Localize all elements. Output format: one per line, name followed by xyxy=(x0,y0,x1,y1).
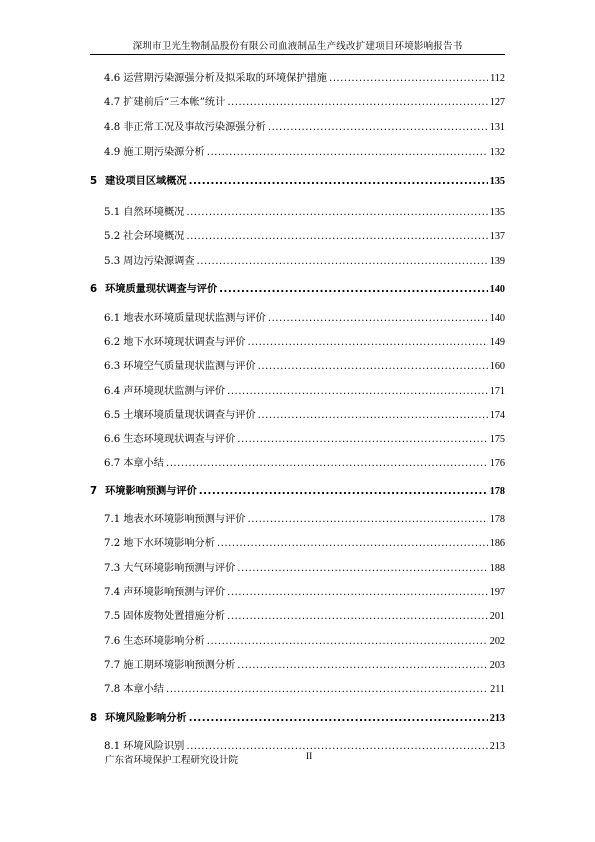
toc-entry-page: 140 xyxy=(489,284,505,295)
toc-dot-leader xyxy=(166,681,488,699)
toc-entry-title: 建设项目区域概况 xyxy=(105,176,187,187)
toc-dot-leader xyxy=(258,358,488,376)
toc-entry[interactable] xyxy=(90,511,505,529)
toc-entry-number: 8.1 xyxy=(104,741,121,752)
toc-entry-title: 周边污染源调查 xyxy=(123,256,195,267)
toc-dot-leader xyxy=(247,334,487,352)
toc-dot-leader xyxy=(227,383,488,401)
page-header: 深圳市卫光生物制品股份有限公司血液制品生产线改扩建项目环境影响报告书 xyxy=(132,41,463,52)
toc-entry-page: 213 xyxy=(489,741,505,752)
toc-entry-page: 112 xyxy=(490,73,505,84)
toc-entry-number: 5 xyxy=(90,176,98,187)
toc-dot-leader xyxy=(217,535,488,553)
toc-entry-title: 环境空气质量现状监测与评价 xyxy=(123,361,256,372)
toc-entry-title: 本章小结 xyxy=(123,684,164,695)
toc-dot-leader xyxy=(227,94,487,112)
toc-dot-leader xyxy=(237,560,487,578)
toc-entry-title: 自然环境概况 xyxy=(123,207,185,218)
toc-entry[interactable] xyxy=(90,119,505,137)
toc-entry[interactable] xyxy=(90,334,505,352)
toc-entry-title: 大气环境影响预测与评价 xyxy=(123,563,236,574)
toc-entry-title: 生态环境影响分析 xyxy=(123,636,205,647)
toc-entry-page: 186 xyxy=(489,538,505,549)
toc-dot-leader xyxy=(237,431,487,449)
toc-dot-leader xyxy=(207,144,488,162)
toc-entry[interactable] xyxy=(90,584,505,602)
toc-entry-page: 174 xyxy=(489,410,505,421)
footer-organization: 广东省环境保护工程研究设计院 xyxy=(105,755,239,766)
toc-entry-title: 地表水环境质量现状监测与评价 xyxy=(123,313,266,324)
toc-entry-number: 4.6 xyxy=(104,73,121,84)
toc-entry-title: 生态环境现状调查与评价 xyxy=(123,434,236,445)
toc-entry[interactable] xyxy=(90,281,505,299)
toc-entry-page: 160 xyxy=(489,361,505,372)
toc-dot-leader xyxy=(189,710,488,728)
toc-entry-title: 运营期污染源强分析及拟采取的环境保护措施 xyxy=(123,73,327,84)
toc-entry-number: 4.7 xyxy=(104,97,121,108)
toc-entry-number: 6.1 xyxy=(104,313,121,324)
footer-page-number: II xyxy=(306,752,313,762)
header-rule xyxy=(90,54,505,55)
toc-dot-leader xyxy=(186,204,487,222)
toc-dot-leader xyxy=(199,483,488,501)
toc-dot-leader xyxy=(247,511,487,529)
toc-entry[interactable] xyxy=(90,310,505,328)
toc-entry-title: 施工期污染源分析 xyxy=(123,147,205,158)
toc-entry-number: 7.8 xyxy=(104,684,121,695)
toc-dot-leader xyxy=(329,70,488,88)
toc-entry-page: 132 xyxy=(489,147,505,158)
toc-entry-title: 环境质量现状调查与评价 xyxy=(105,284,218,295)
toc-dot-leader xyxy=(197,253,488,271)
toc-entry[interactable] xyxy=(90,358,505,376)
toc-entry-number: 4.8 xyxy=(104,122,121,133)
toc-entry-number: 5.2 xyxy=(104,231,121,242)
toc-entry-title: 非正常工况及事故污染源强分析 xyxy=(123,122,266,133)
toc-entry-page: 135 xyxy=(489,207,505,218)
toc-entry-number: 6.2 xyxy=(104,337,121,348)
toc-entry-number: 7 xyxy=(90,486,98,497)
toc-entry[interactable] xyxy=(90,70,505,88)
toc-entry[interactable] xyxy=(90,431,505,449)
toc-dot-leader xyxy=(186,228,487,246)
toc-dot-leader xyxy=(166,455,488,473)
toc-entry-number: 7.1 xyxy=(104,514,121,525)
toc-dot-leader xyxy=(227,608,488,626)
toc-entry-number: 5.1 xyxy=(104,207,121,218)
toc-dot-leader xyxy=(258,407,488,425)
toc-entry-page: 137 xyxy=(489,231,505,242)
toc-entry-page: 171 xyxy=(489,386,505,397)
toc-entry-page: 176 xyxy=(489,458,505,469)
toc-entry[interactable] xyxy=(90,657,505,675)
toc-entry-number: 7.7 xyxy=(104,660,121,671)
toc-entry-title: 声环境现状监测与评价 xyxy=(123,386,226,397)
toc-entry-title: 环境影响预测与评价 xyxy=(105,486,197,497)
toc-entry-number: 5.3 xyxy=(104,256,121,267)
toc-entry-number: 6.6 xyxy=(104,434,121,445)
toc-entry-page: 197 xyxy=(489,587,505,598)
toc-entry-page: 178 xyxy=(489,486,505,497)
toc-entry-number: 6.3 xyxy=(104,361,121,372)
toc-entry[interactable] xyxy=(90,560,505,578)
toc-entry-page: 175 xyxy=(489,434,505,445)
toc-entry-page: 140 xyxy=(489,313,505,324)
toc-dot-leader xyxy=(268,310,488,328)
toc-entry[interactable] xyxy=(90,204,505,222)
toc-entry[interactable] xyxy=(90,455,505,473)
toc-entry-title: 环境风险影响分析 xyxy=(105,713,187,724)
toc-entry-page: 213 xyxy=(489,713,505,724)
toc-entry-number: 7.6 xyxy=(104,636,121,647)
toc-entry[interactable] xyxy=(90,407,505,425)
toc-entry-page: 203 xyxy=(489,660,505,671)
toc-entry-number: 7.3 xyxy=(104,563,121,574)
toc-entry-page: 127 xyxy=(489,97,505,108)
toc-entry[interactable] xyxy=(90,633,505,651)
toc-entry-page: 149 xyxy=(489,337,505,348)
toc-entry[interactable] xyxy=(90,608,505,626)
toc-entry-title: 地表水环境影响预测与评价 xyxy=(123,514,246,525)
toc-entry-title: 本章小结 xyxy=(123,458,164,469)
toc-entry-page: 178 xyxy=(489,514,505,525)
toc-entry-title: 扩建前后“三本帐”统计 xyxy=(123,97,226,108)
toc-entry-page: 211 xyxy=(490,684,505,695)
toc-entry[interactable] xyxy=(90,253,505,271)
toc-entry-title: 固体废物处置措施分析 xyxy=(123,611,226,622)
toc-entry[interactable] xyxy=(90,228,505,246)
toc-entry[interactable] xyxy=(90,535,505,553)
toc-entry-title: 地下水环境影响分析 xyxy=(123,538,215,549)
toc-entry-number: 7.2 xyxy=(104,538,121,549)
toc-entry-title: 施工期环境影响预测分析 xyxy=(123,660,236,671)
toc-entry-page: 135 xyxy=(489,176,505,187)
toc-dot-leader xyxy=(268,119,488,137)
toc-entry-number: 6.5 xyxy=(104,410,121,421)
toc-entry-number: 6 xyxy=(90,284,98,295)
toc-dot-leader xyxy=(207,633,488,651)
toc-entry[interactable] xyxy=(90,144,505,162)
toc-entry[interactable] xyxy=(90,710,505,728)
toc-entry-page: 188 xyxy=(489,563,505,574)
toc-dot-leader xyxy=(237,657,487,675)
toc-entry-title: 地下水环境现状调查与评价 xyxy=(123,337,246,348)
toc-dot-leader xyxy=(227,584,488,602)
toc-entry-number: 8 xyxy=(90,713,98,724)
toc-dot-leader xyxy=(219,281,488,299)
toc-entry-number: 7.5 xyxy=(104,611,121,622)
toc-entry-page: 139 xyxy=(489,256,505,267)
toc-dot-leader xyxy=(189,173,488,191)
toc-entry[interactable] xyxy=(90,94,505,112)
toc-entry-title: 环境风险识别 xyxy=(123,741,185,752)
toc-entry[interactable] xyxy=(90,383,505,401)
toc-entry-number: 7.4 xyxy=(104,587,121,598)
toc-entry-number: 6.7 xyxy=(104,458,121,469)
toc-entry-number: 4.9 xyxy=(104,147,121,158)
toc-entry-title: 土壤环境质量现状调查与评价 xyxy=(123,410,256,421)
toc-entry[interactable] xyxy=(90,483,505,501)
toc-entry-page: 201 xyxy=(489,611,505,622)
toc-entry-title: 声环境影响预测与评价 xyxy=(123,587,226,598)
toc-entry-page: 131 xyxy=(489,122,505,133)
toc-entry[interactable] xyxy=(90,173,505,191)
toc-entry-page: 202 xyxy=(489,636,505,647)
toc-entry[interactable] xyxy=(90,681,505,699)
toc-entry-title: 社会环境概况 xyxy=(123,231,185,242)
toc-entry-number: 6.4 xyxy=(104,386,121,397)
